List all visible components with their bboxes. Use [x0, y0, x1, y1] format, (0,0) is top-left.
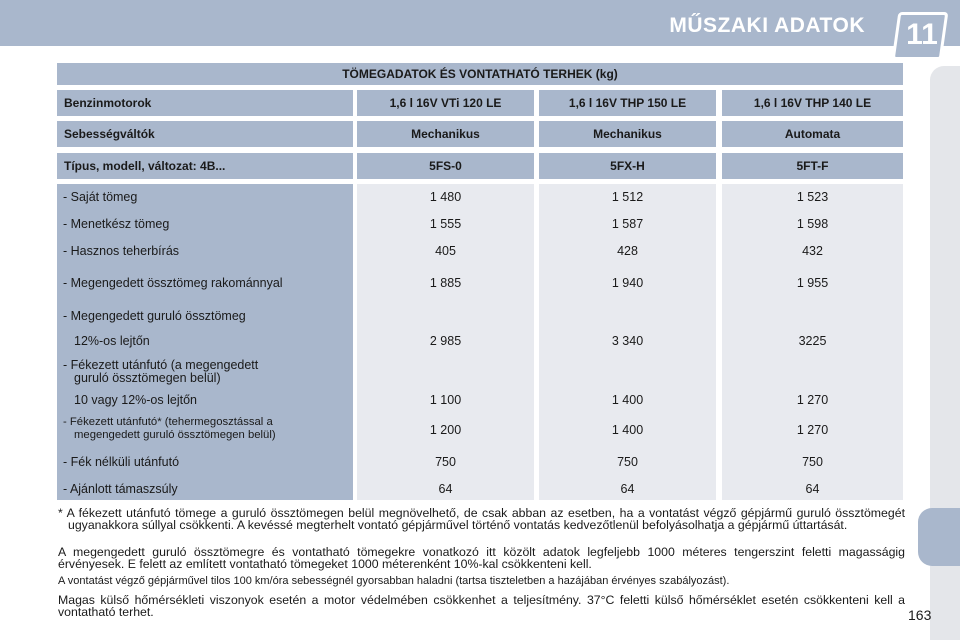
header-engine-3: 1,6 l 16V THP 140 LE: [722, 90, 903, 116]
row-label-braked-trailer-load-transfer-cont: megengedett guruló össztömegen belül): [74, 429, 276, 441]
row-value: 1 400: [611, 423, 644, 437]
row-value: 1 587: [611, 217, 644, 231]
row-value: 405: [435, 244, 456, 258]
row-label-gross-train-weight: - Megengedett guruló össztömeg: [63, 309, 246, 323]
page-title: MŰSZAKI ADATOK: [669, 14, 865, 37]
row-value: 1 400: [611, 393, 644, 407]
header-gearbox-2: Mechanikus: [539, 121, 716, 147]
footnote-altitude: A megengedett guruló össztömegre és vontatható tömegekre vonatkozó itt közölt adatok legfeljebb 1000 méteres tengerszint feletti magasságig érvényesek. E felett az említett vontatható tömegeket 1000 méterenként 10%-kal csökkenteni kell.: [58, 545, 905, 571]
header-engine-1: 1,6 l 16V VTi 120 LE: [357, 90, 534, 116]
row-value: 1 480: [429, 190, 462, 204]
table-title-bar: [57, 63, 903, 85]
row-value: 750: [802, 455, 823, 469]
header-label-engines: Benzinmotorok: [57, 90, 353, 116]
row-value: 1 885: [429, 276, 462, 290]
header-row-gearboxes: [57, 121, 903, 147]
page-number: 163: [908, 607, 932, 623]
row-label-gross-weight: - Megengedett össztömeg rakománnyal: [63, 276, 283, 290]
header-label-types: Típus, modell, változat: 4B...: [57, 153, 353, 179]
row-value: 64: [438, 482, 453, 496]
row-value: 64: [620, 482, 635, 496]
table-title: TÖMEGADATOK ÉS VONTATHATÓ TERHEK (kg): [342, 67, 618, 81]
footnote-speed-limit: A vontatást végző gépjárművel tilos 100 km/óra sebességnél gyorsabban haladni (tartsa tiszteletben a hazájában érvényes szabályozást).: [58, 575, 730, 587]
header-type-1: 5FS-0: [357, 153, 534, 179]
row-value: 750: [435, 455, 456, 469]
row-value: 2 985: [429, 334, 462, 348]
row-value: 1 270: [796, 423, 829, 437]
row-value: 1 955: [796, 276, 829, 290]
row-value: 428: [617, 244, 638, 258]
row-value: 3 340: [611, 334, 644, 348]
row-value: 1 512: [611, 190, 644, 204]
row-label-nose-weight: - Ajánlott támaszsúly: [63, 482, 178, 496]
row-label-12-percent-slope: 12%-os lejtőn: [74, 334, 150, 348]
row-label-braked-trailer-load-transfer: - Fékezett utánfutó* (tehermegosztással a: [63, 416, 273, 428]
row-value: 432: [802, 244, 823, 258]
row-value: 1 598: [796, 217, 829, 231]
row-value: 1 270: [796, 393, 829, 407]
row-label-braked-trailer-cont: guruló össztömegen belül): [74, 371, 221, 385]
row-value: 64: [805, 482, 820, 496]
header-type-3: 5FT-F: [722, 153, 903, 179]
row-label-braked-trailer: - Fékezett utánfutó (a megengedett: [63, 358, 259, 372]
header-engine-2: 1,6 l 16V THP 150 LE: [539, 90, 716, 116]
header-type-2: 5FX-H: [539, 153, 716, 179]
header-row-types: [57, 153, 903, 179]
row-value: 1 523: [796, 190, 829, 204]
footnote-temperature: Magas külső hőmérsékleti viszonyok esetén a motor védelmében csökkenhet a teljesítmény. 37°C feletti külső hőmérséklet esetén csökkenteni kell a vontatható terhet.: [58, 593, 905, 619]
row-value: 1 940: [611, 276, 644, 290]
row-value: 1 555: [429, 217, 462, 231]
row-label-kerb-weight: - Menetkész tömeg: [63, 217, 170, 231]
header-label-gearboxes: Sebességváltók: [57, 121, 353, 147]
header-gearbox-1: Mechanikus: [357, 121, 534, 147]
side-tab-marker: [918, 508, 960, 566]
header-row-engines: [57, 90, 903, 116]
row-label-payload: - Hasznos teherbírás: [63, 244, 180, 258]
row-value: 3225: [798, 334, 827, 348]
chapter-number: 11: [906, 18, 938, 51]
row-label-own-weight: - Saját tömeg: [63, 190, 138, 204]
row-value: 1 100: [429, 393, 462, 407]
footnote-braked-trailer: * A fékezett utánfutó tömege a guruló össztömegen belül megnövelhető, de csak abban az esetben, ha a vontatást végző gépjármű guruló össztömegét ugyanakkora súllyal csökkenti. A kevéssé megterhelt vontató gépjárművel történő vontatás kedvezőtlenül befolyásolhatja a gépjármű úttartását.: [58, 506, 905, 532]
row-value: 1 200: [429, 423, 462, 437]
row-value: 750: [617, 455, 638, 469]
header-gearbox-3: Automata: [722, 121, 903, 147]
row-label-10-12-percent-slope: 10 vagy 12%-os lejtőn: [74, 393, 197, 407]
row-label-unbraked-trailer: - Fék nélküli utánfutó: [63, 455, 180, 469]
